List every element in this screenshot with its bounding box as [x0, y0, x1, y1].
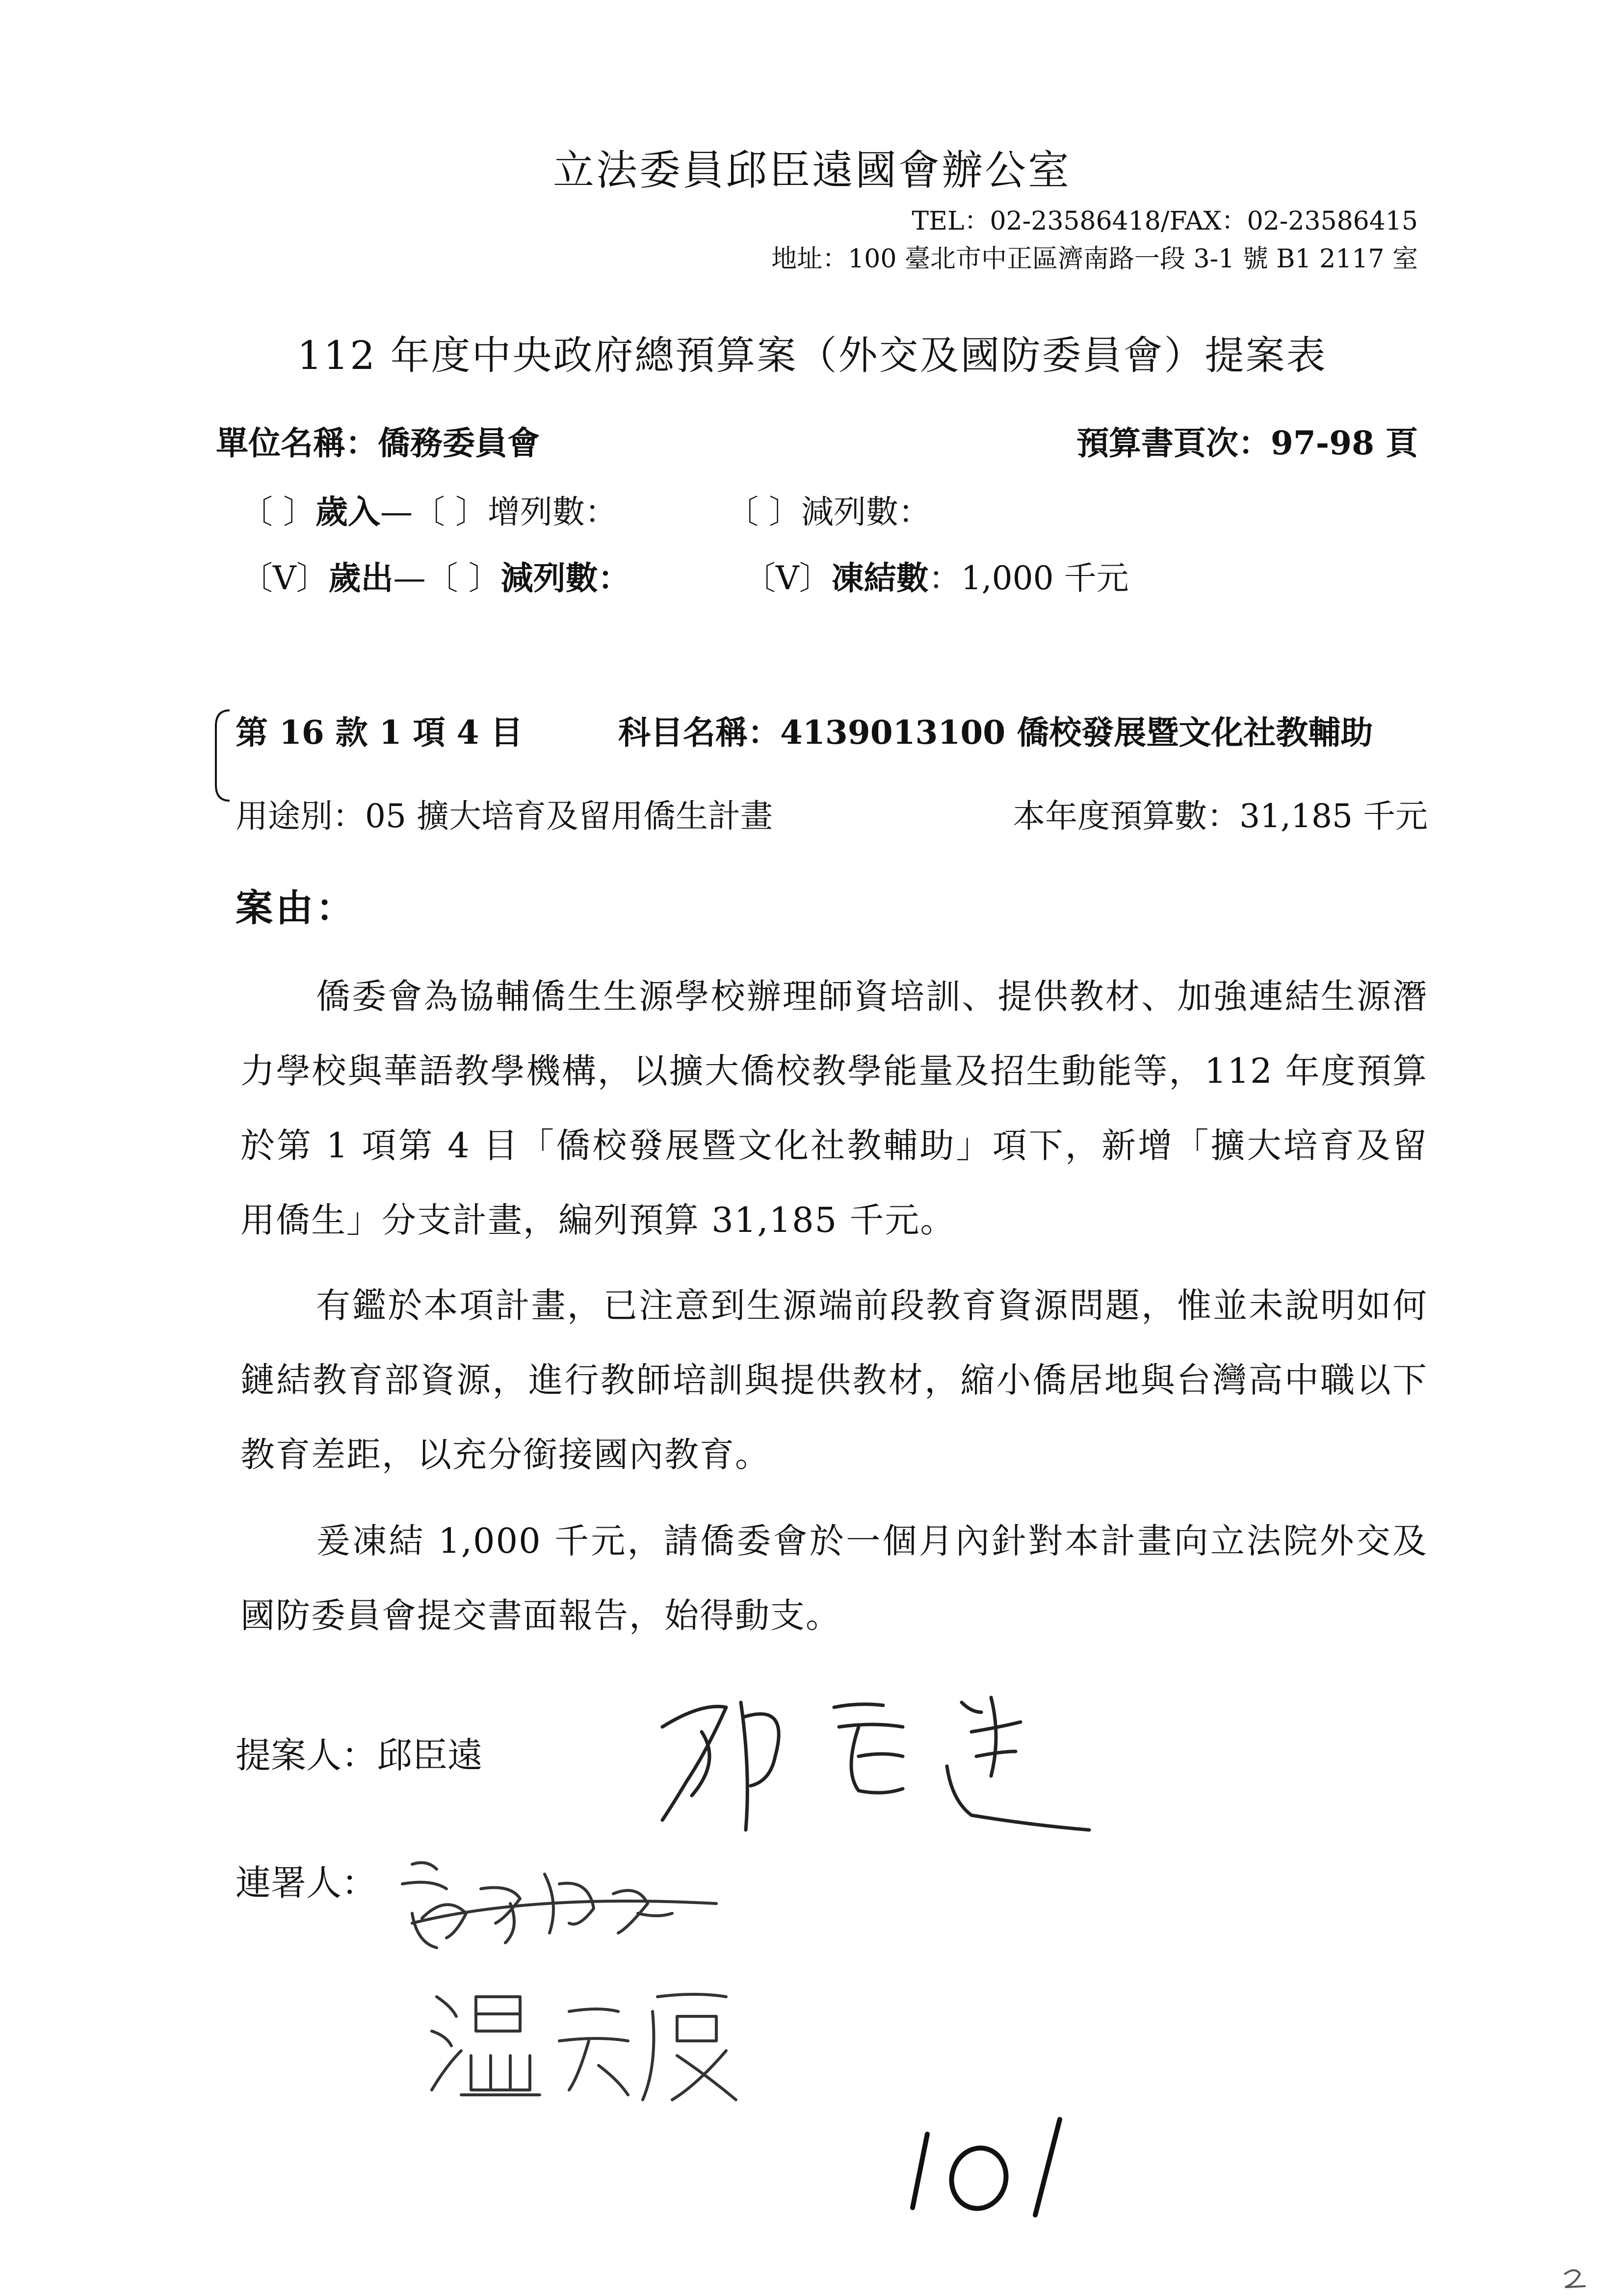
item-section: 第 16 款 1 項 4 目	[236, 713, 523, 752]
cosigner-signature-2	[422, 1977, 775, 2105]
proposer-label: 提案人：	[236, 1735, 377, 1776]
cosigner-signature-1	[383, 1845, 736, 1962]
reason-heading: 案由：	[236, 886, 356, 930]
document-title: 112 年度中央政府總預算案（外交及國防委員會）提案表	[297, 333, 1327, 378]
paragraph-3: 爰凍結 1,000 千元，請僑委會於一個月內針對本計畫向立法院外交及國防委員會提交書面報告，始得動支。	[240, 1521, 1428, 1636]
proposer-signature	[628, 1673, 1109, 1840]
subject-value: 4139013100 僑校發展暨文化社教輔助	[780, 713, 1373, 752]
revenue-label: 歲入	[315, 493, 380, 531]
revenue-decrease-checkbox: 〔 〕	[726, 493, 801, 531]
revenue-decrease: 減列數：	[801, 493, 931, 531]
freeze-value: ：1,000 千元	[928, 559, 1129, 597]
item-subject	[618, 706, 1373, 753]
subject-label: 科目名稱：	[618, 713, 780, 752]
expense-label: 歲出	[328, 559, 393, 597]
expense-dash-box: —〔 〕	[393, 559, 501, 597]
contact-tel-fax: TEL：02-23586418/FAX：02-23586415	[912, 207, 1418, 236]
item-brace	[211, 706, 231, 805]
expense-row	[240, 552, 630, 599]
item-purpose: 用途別：05 擴大培育及留用僑生計畫	[236, 797, 773, 835]
office-title: 立法委員邱臣遠國會辦公室	[552, 146, 1071, 194]
unit-value: 僑務委員會	[378, 424, 540, 462]
paragraph-1: 僑委會為協輔僑生生源學校辦理師資培訓、提供教材、加強連結生源潛力學校與華語教學機構，以擴大僑校教學能量及招生動能等，112 年度預算於第 1 項第 4 目「僑校發展暨文化社教輔助」項下，新增「擴大培育及留用僑生」分支計畫，編列預算 31,185 千元。	[240, 976, 1428, 1240]
revenue-row	[240, 486, 617, 532]
freeze-label: 凍結數	[831, 559, 929, 597]
contact-address: 地址：100 臺北市中正區濟南路一段 3-1 號 B1 2117 室	[771, 244, 1418, 274]
budget-page-reference: 預算書頁次：97-98 頁	[1076, 424, 1418, 462]
corner-mark	[1560, 2267, 1590, 2291]
expense-freeze-row	[743, 552, 1129, 599]
paragraph-2: 有鑑於本項計畫，已注意到生源端前段教育資源問題，惟並未說明如何鏈結教育部資源，進行教師培訓與提供教材，縮小僑居地與台灣高中職以下教育差距，以充分銜接國內教育。	[240, 1285, 1428, 1475]
handwritten-page-number	[898, 2105, 1104, 2222]
expense-checkbox: 〔V〕	[240, 559, 329, 597]
revenue-increase: 增列數：	[487, 493, 617, 531]
revenue-checkbox: 〔 〕	[240, 493, 315, 531]
revenue-dash-box: —〔 〕	[380, 493, 488, 531]
proposer-name: 邱臣遠	[377, 1735, 483, 1776]
unit-label: 單位名稱：	[216, 424, 378, 462]
item-budget: 本年度預算數：31,185 千元	[1013, 797, 1428, 835]
revenue-decrease-row	[726, 486, 931, 532]
expense-decrease: 減列數：	[500, 559, 630, 597]
freeze-checkbox: 〔V〕	[743, 559, 832, 597]
cosigner-label: 連署人：	[236, 1862, 377, 1904]
unit-name	[216, 417, 540, 464]
proposer	[236, 1727, 483, 1778]
